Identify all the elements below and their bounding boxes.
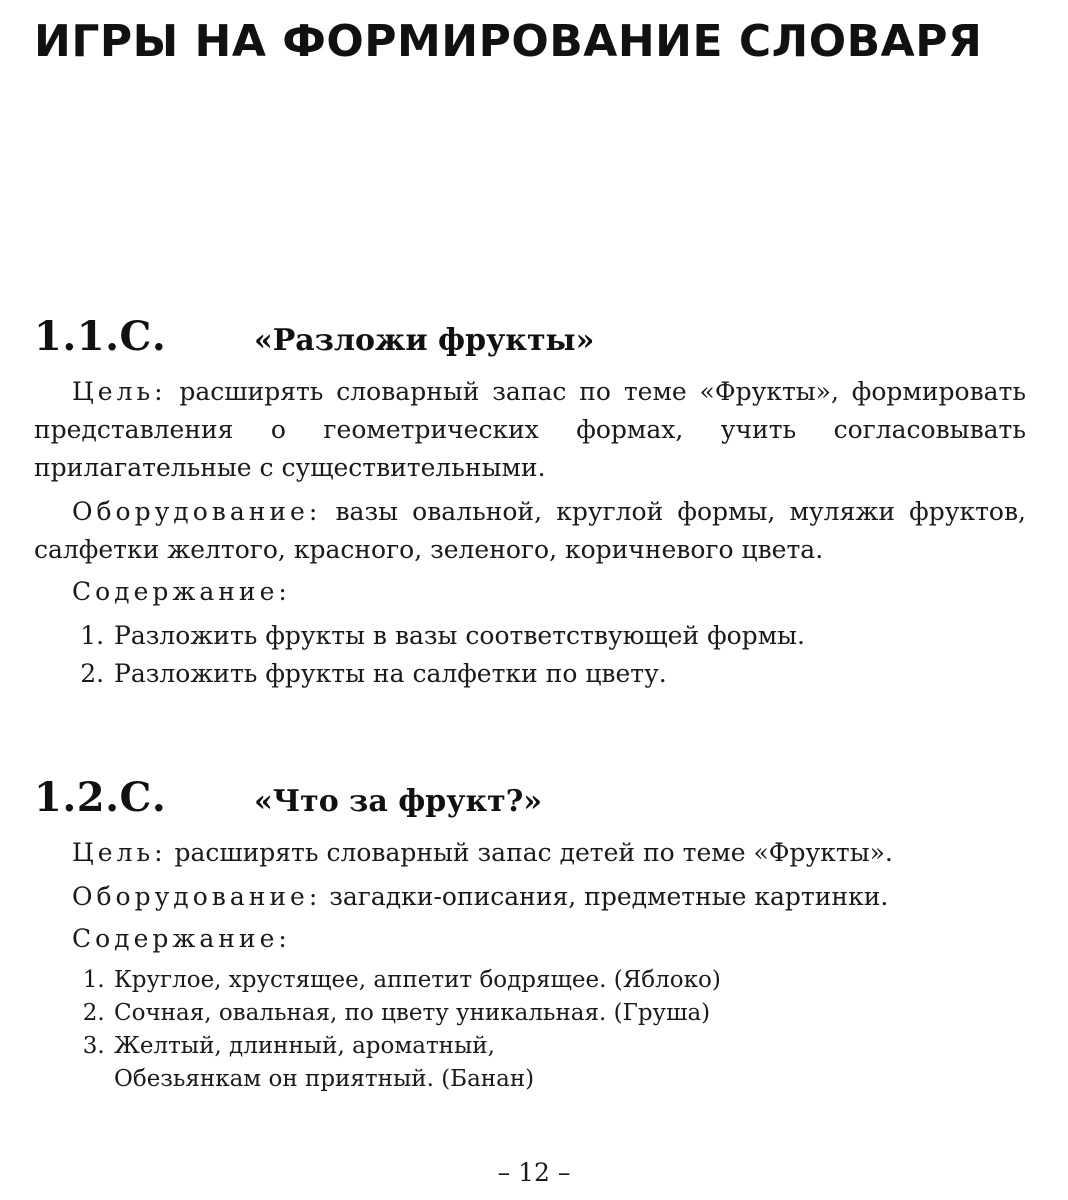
goal-label: Цель: xyxy=(72,377,167,406)
content-list xyxy=(34,617,1026,693)
list-item-line: Желтый, длинный, ароматный, xyxy=(114,1033,495,1059)
list-item xyxy=(112,1030,1026,1096)
equipment-paragraph xyxy=(34,493,1026,569)
content-label: Содержание: xyxy=(72,577,291,606)
page-title: ИГРЫ НА ФОРМИРОВАНИЕ СЛОВАРЯ xyxy=(34,16,983,67)
page-number: – 12 – xyxy=(497,1158,571,1187)
goal-text: расширять словарный запас по теме «Фрукты», формировать представления о геометрических формах, учить согласовывать прилагательные с существительными. xyxy=(34,377,1026,482)
equipment-text: загадки-описания, предметные картинки. xyxy=(321,882,889,911)
section-heading xyxy=(34,313,1026,365)
equipment-paragraph xyxy=(34,878,1026,916)
list-item: 2. Разложить фрукты на салфетки по цвету. xyxy=(112,655,1026,693)
content-label: Содержание: xyxy=(72,924,291,953)
equipment-label: Оборудование: xyxy=(72,497,322,526)
section-number: 1.2.С. xyxy=(34,774,167,821)
section-title: «Разложи фрукты» xyxy=(254,323,595,358)
list-item: 1. Разложить фрукты в вазы соответствующей формы. xyxy=(112,617,1026,655)
list-item-line: Обезьянкам он приятный. (Банан) xyxy=(114,1066,535,1092)
section-title: «Что за фрукт?» xyxy=(254,784,543,819)
goal-text: расширять словарный запас детей по теме «Фрукты». xyxy=(166,838,893,867)
equipment-text: вазы овальной, круглой формы, муляжи фруктов, салфетки желтого, красного, зеленого, коричневого цвета. xyxy=(34,497,1026,564)
equipment-label: Оборудование: xyxy=(72,882,322,911)
list-item: 1. Круглое, хрустящее, аппетит бодрящее. (Яблоко) xyxy=(112,964,1026,997)
list-item: 2. Сочная, овальная, по цвету уникальная. (Груша) xyxy=(112,997,1026,1030)
section-1-1 xyxy=(34,313,1026,693)
section-1-2 xyxy=(34,774,1026,1096)
goal-paragraph xyxy=(34,834,1026,872)
goal-paragraph xyxy=(34,373,1026,487)
content-list xyxy=(34,964,1026,1096)
goal-label: Цель: xyxy=(72,838,167,867)
section-heading xyxy=(34,774,1026,826)
section-number: 1.1.С. xyxy=(34,313,167,360)
